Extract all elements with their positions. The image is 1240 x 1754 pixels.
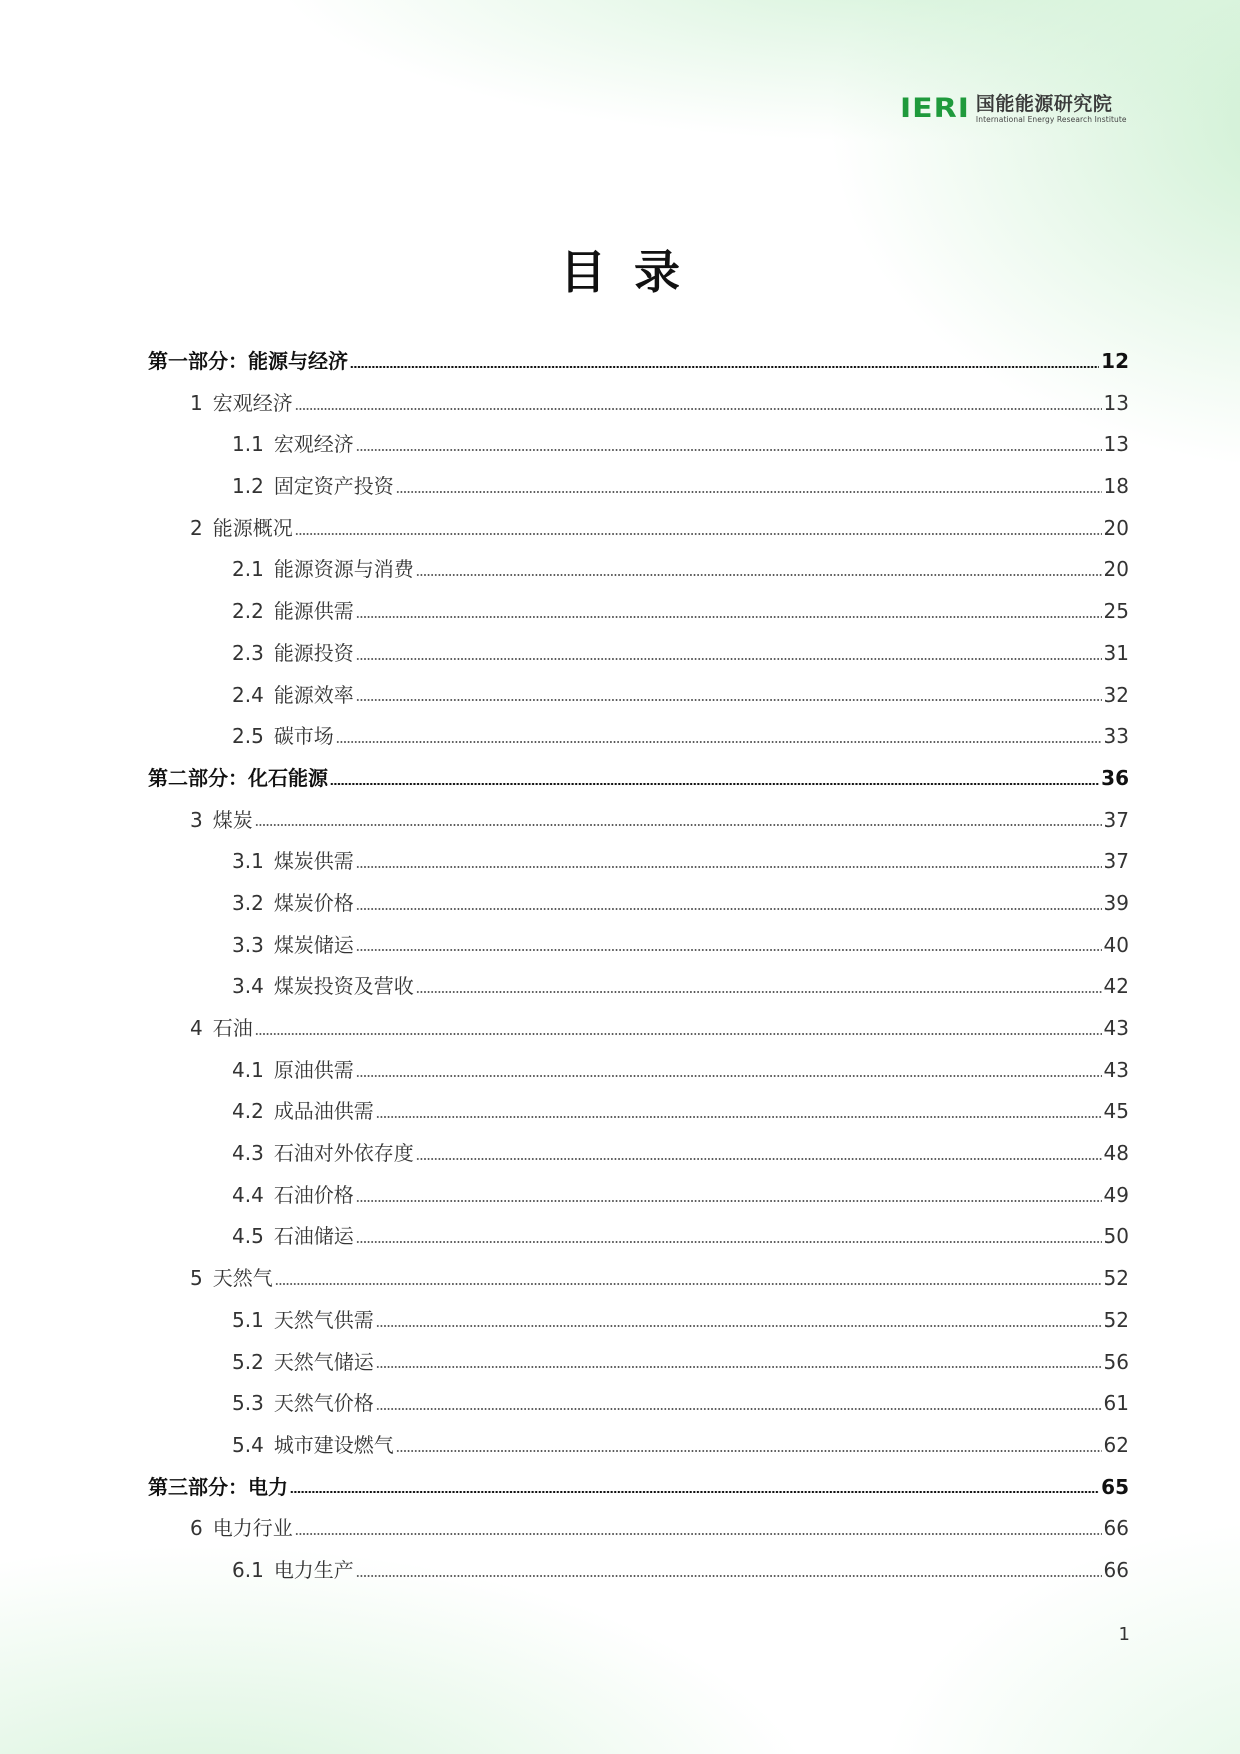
toc-entry-label: 石油储运 bbox=[273, 1224, 354, 1249]
toc-section-entry[interactable] bbox=[148, 1300, 1129, 1342]
dot-leader bbox=[255, 1033, 1102, 1035]
toc-chapter-entry[interactable] bbox=[148, 1508, 1129, 1550]
page-number: 1 bbox=[1118, 1624, 1130, 1645]
toc-entry-label: 成品油供需 bbox=[273, 1099, 374, 1124]
toc-entry-page: 25 bbox=[1103, 599, 1129, 624]
toc-entry-label: 石油价格 bbox=[273, 1182, 354, 1207]
toc-entry-label: 煤炭投资及营收 bbox=[273, 974, 414, 999]
toc-entry-label: 天然气储运 bbox=[273, 1349, 374, 1374]
toc-section-entry[interactable] bbox=[148, 883, 1129, 925]
toc-entry-page: 45 bbox=[1103, 1099, 1129, 1124]
dot-leader bbox=[295, 1533, 1102, 1535]
toc-entry-number: 2.4 bbox=[232, 682, 264, 707]
dot-leader bbox=[396, 491, 1102, 493]
toc-chapter-entry[interactable] bbox=[148, 508, 1129, 550]
toc-entry-number: 5.1 bbox=[232, 1307, 264, 1332]
toc-chapter-entry[interactable] bbox=[148, 1258, 1129, 1300]
toc-section-entry[interactable] bbox=[148, 1383, 1129, 1425]
logo-mark: IERI bbox=[900, 92, 970, 125]
logo-text bbox=[975, 92, 1127, 124]
toc-entry-page: 61 bbox=[1103, 1391, 1129, 1416]
dot-leader bbox=[416, 574, 1102, 576]
toc-entry-page: 52 bbox=[1103, 1307, 1129, 1332]
toc-chapter-entry[interactable] bbox=[148, 1008, 1129, 1050]
toc-entry-page: 43 bbox=[1103, 1057, 1129, 1082]
toc-entry-label: 第一部分：能源与经济 bbox=[148, 349, 348, 373]
toc-entry-label: 煤炭储运 bbox=[273, 932, 354, 957]
dot-leader bbox=[396, 1450, 1102, 1452]
dot-leader bbox=[295, 408, 1102, 410]
toc-section-entry[interactable] bbox=[148, 925, 1129, 967]
dot-leader bbox=[350, 366, 1099, 368]
toc-part-entry[interactable] bbox=[148, 1467, 1129, 1509]
page-title: 目录 bbox=[560, 245, 708, 299]
toc-section-entry[interactable] bbox=[148, 716, 1129, 758]
toc-entry-number: 4.1 bbox=[232, 1057, 264, 1082]
dot-leader bbox=[356, 699, 1102, 701]
dot-leader bbox=[356, 449, 1102, 451]
toc-entry-number: 1 bbox=[190, 390, 203, 415]
toc-entry-label: 煤炭 bbox=[212, 807, 253, 832]
toc-section-entry[interactable] bbox=[148, 1133, 1129, 1175]
toc-entry-page: 66 bbox=[1103, 1516, 1129, 1541]
toc-entry-number: 4.5 bbox=[232, 1224, 264, 1249]
toc-entry-label: 能源效率 bbox=[273, 682, 354, 707]
ieri-logo bbox=[900, 92, 1127, 126]
toc-entry-page: 43 bbox=[1103, 1016, 1129, 1040]
dot-leader bbox=[275, 1283, 1102, 1285]
toc-section-entry[interactable] bbox=[148, 966, 1129, 1008]
toc-entry-page: 62 bbox=[1103, 1432, 1129, 1457]
dot-leader bbox=[336, 741, 1102, 743]
dot-leader bbox=[330, 783, 1099, 785]
toc-entry-label: 第三部分：电力 bbox=[148, 1474, 288, 1499]
toc-entry-page: 49 bbox=[1103, 1182, 1129, 1207]
toc-entry-page: 12 bbox=[1101, 349, 1129, 373]
toc-entry-page: 52 bbox=[1103, 1266, 1129, 1291]
toc-entry-page: 65 bbox=[1101, 1474, 1129, 1499]
toc-entry-label: 煤炭供需 bbox=[273, 849, 354, 874]
dot-leader bbox=[295, 533, 1102, 535]
toc-entry-label: 电力行业 bbox=[212, 1516, 293, 1541]
toc-entry-number: 4.3 bbox=[232, 1141, 264, 1166]
toc-entry-page: 39 bbox=[1103, 890, 1129, 915]
toc-section-entry[interactable] bbox=[148, 675, 1129, 717]
toc-chapter-entry[interactable] bbox=[148, 383, 1129, 425]
toc-section-entry[interactable] bbox=[148, 1175, 1129, 1217]
dot-leader bbox=[356, 1575, 1102, 1577]
toc-section-entry[interactable] bbox=[148, 633, 1129, 675]
toc-entry-label: 固定资产投资 bbox=[273, 474, 394, 499]
toc-entry-page: 33 bbox=[1103, 724, 1129, 749]
toc-entry-label: 天然气 bbox=[212, 1266, 273, 1291]
logo-name-cn: 国能能源研究院 bbox=[975, 92, 1113, 115]
dot-leader bbox=[416, 991, 1102, 993]
toc-section-entry[interactable] bbox=[148, 841, 1129, 883]
toc-entry-label: 能源概况 bbox=[212, 515, 293, 540]
toc-entry-number: 2.2 bbox=[232, 599, 264, 624]
toc-section-entry[interactable] bbox=[148, 1216, 1129, 1258]
toc-entry-label: 煤炭价格 bbox=[273, 890, 354, 915]
toc-entry-page: 32 bbox=[1103, 682, 1129, 707]
toc-entry-label: 城市建设燃气 bbox=[273, 1432, 394, 1457]
toc-entry-page: 20 bbox=[1103, 557, 1129, 582]
dot-leader bbox=[356, 1075, 1102, 1077]
toc-entry-number: 4.4 bbox=[232, 1182, 264, 1207]
toc-entry-page: 48 bbox=[1103, 1141, 1129, 1166]
toc-entry-label: 宏观经济 bbox=[273, 432, 354, 457]
toc-entry-number: 3.4 bbox=[232, 974, 264, 999]
table-of-contents bbox=[148, 341, 1129, 1592]
toc-entry-number: 1.2 bbox=[232, 474, 264, 499]
dot-leader bbox=[356, 1200, 1102, 1202]
toc-part-entry[interactable] bbox=[148, 341, 1129, 383]
toc-section-entry[interactable] bbox=[148, 466, 1129, 508]
toc-entry-label: 电力生产 bbox=[273, 1557, 354, 1582]
toc-entry-page: 42 bbox=[1103, 974, 1129, 999]
toc-entry-number: 6.1 bbox=[232, 1557, 264, 1582]
dot-leader bbox=[255, 824, 1102, 826]
toc-part-entry[interactable] bbox=[148, 758, 1129, 800]
toc-entry-label: 能源资源与消费 bbox=[273, 557, 414, 582]
dot-leader bbox=[356, 1241, 1102, 1243]
toc-entry-page: 56 bbox=[1103, 1349, 1129, 1374]
toc-chapter-entry[interactable] bbox=[148, 800, 1129, 842]
toc-entry-label: 石油对外依存度 bbox=[273, 1141, 414, 1166]
toc-entry-number: 3.1 bbox=[232, 849, 264, 874]
toc-entry-label: 天然气价格 bbox=[273, 1391, 374, 1416]
toc-entry-number: 4.2 bbox=[232, 1099, 264, 1124]
toc-section-entry[interactable] bbox=[148, 424, 1129, 466]
dot-leader bbox=[356, 949, 1102, 951]
toc-entry-number: 2.3 bbox=[232, 640, 264, 665]
toc-section-entry[interactable] bbox=[148, 1050, 1129, 1092]
toc-entry-number: 1.1 bbox=[232, 432, 264, 457]
toc-entry-page: 66 bbox=[1103, 1557, 1129, 1582]
toc-entry-label: 能源投资 bbox=[273, 640, 354, 665]
toc-entry-number: 5.3 bbox=[232, 1391, 264, 1416]
dot-leader bbox=[376, 1408, 1102, 1410]
dot-leader bbox=[376, 1325, 1102, 1327]
toc-entry-label: 宏观经济 bbox=[212, 390, 293, 415]
toc-section-entry[interactable] bbox=[148, 591, 1129, 633]
toc-entry-label: 原油供需 bbox=[273, 1057, 354, 1082]
toc-entry-number: 6 bbox=[190, 1516, 203, 1541]
toc-entry-label: 能源供需 bbox=[273, 599, 354, 624]
toc-entry-number: 3 bbox=[190, 807, 203, 832]
toc-entry-page: 31 bbox=[1103, 640, 1129, 665]
dot-leader bbox=[356, 908, 1102, 910]
toc-entry-number: 2.5 bbox=[232, 724, 264, 749]
toc-entry-number: 3.2 bbox=[232, 890, 264, 915]
toc-entry-number: 5 bbox=[190, 1266, 203, 1291]
dot-leader bbox=[356, 658, 1102, 660]
toc-entry-number: 4 bbox=[190, 1016, 203, 1040]
dot-leader bbox=[356, 866, 1102, 868]
dot-leader bbox=[376, 1366, 1102, 1368]
toc-entry-number: 5.4 bbox=[232, 1432, 264, 1457]
toc-entry-number: 3.3 bbox=[232, 932, 264, 957]
dot-leader bbox=[376, 1116, 1102, 1118]
dot-leader bbox=[290, 1491, 1099, 1493]
toc-entry-label: 第二部分：化石能源 bbox=[148, 765, 328, 790]
toc-entry-page: 18 bbox=[1103, 474, 1129, 499]
toc-entry-page: 20 bbox=[1103, 515, 1129, 540]
toc-entry-page: 13 bbox=[1103, 432, 1129, 457]
toc-entry-page: 13 bbox=[1103, 390, 1129, 415]
dot-leader bbox=[416, 1158, 1102, 1160]
toc-entry-page: 37 bbox=[1103, 849, 1129, 874]
toc-section-entry[interactable] bbox=[148, 1425, 1129, 1467]
toc-entry-page: 40 bbox=[1103, 932, 1129, 957]
dot-leader bbox=[356, 616, 1102, 618]
toc-section-entry[interactable] bbox=[148, 1550, 1129, 1592]
toc-entry-page: 36 bbox=[1101, 765, 1129, 790]
toc-entry-number: 2.1 bbox=[232, 557, 264, 582]
toc-entry-page: 50 bbox=[1103, 1224, 1129, 1249]
toc-entry-label: 石油 bbox=[212, 1016, 253, 1040]
toc-entry-page: 37 bbox=[1103, 807, 1129, 832]
toc-entry-label: 天然气供需 bbox=[273, 1307, 374, 1332]
toc-section-entry[interactable] bbox=[148, 1091, 1129, 1133]
toc-entry-label: 碳市场 bbox=[273, 724, 334, 749]
toc-section-entry[interactable] bbox=[148, 549, 1129, 591]
toc-entry-number: 2 bbox=[190, 515, 203, 540]
toc-entry-number: 5.2 bbox=[232, 1349, 264, 1374]
logo-name-en: International Energy Research Institute bbox=[975, 114, 1127, 124]
toc-section-entry[interactable] bbox=[148, 1342, 1129, 1384]
